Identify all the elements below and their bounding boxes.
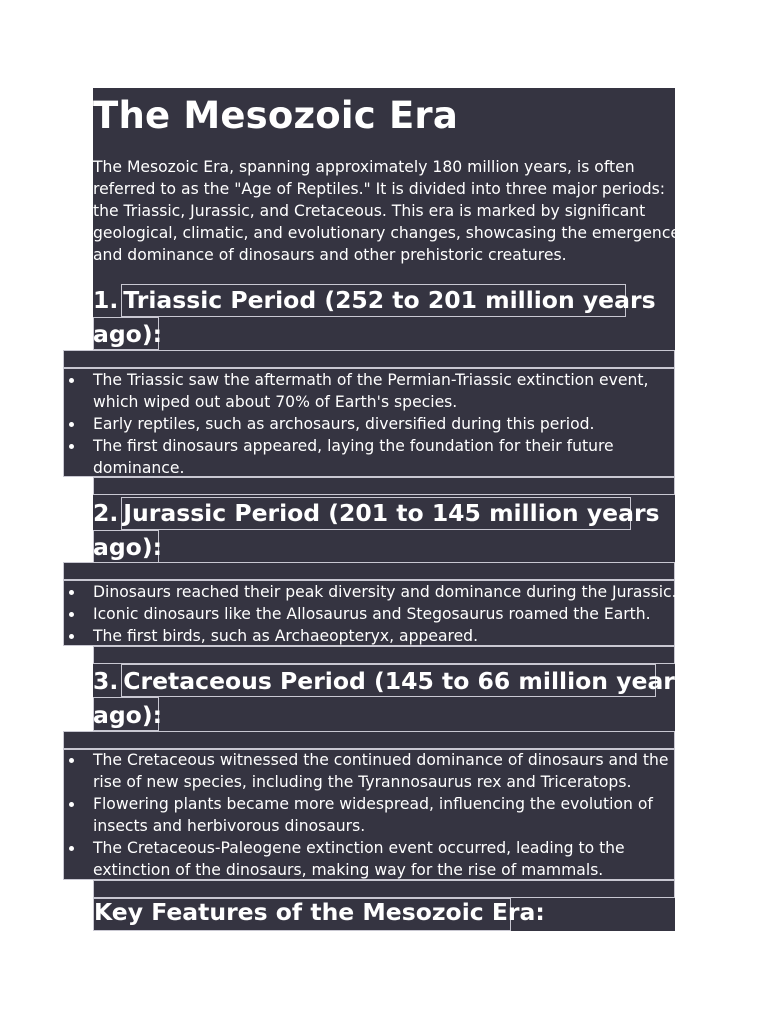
section-title: Triassic Period (252 to 201 million years <box>123 286 656 314</box>
bullet-icon <box>69 422 74 427</box>
bullet-icon <box>69 846 74 851</box>
list-item: The Cretaceous witnessed the continued dominance of dinosaurs and the <box>93 751 669 769</box>
list-item-cont: dominance. <box>93 459 185 477</box>
section-title: Jurassic Period (201 to 145 million years <box>123 499 660 527</box>
list-item: The Triassic saw the aftermath of the Permian-Triassic extinction event, <box>93 371 649 389</box>
bullet-icon <box>69 802 74 807</box>
list-item: The first dinosaurs appeared, laying the foundation for their future <box>93 437 614 455</box>
section-2-spacer-box <box>63 562 675 580</box>
list-item-cont: extinction of the dinosaurs, making way for the rise of mammals. <box>93 861 604 879</box>
section-1-heading <box>93 286 656 314</box>
bullet-icon <box>69 612 74 617</box>
list-item: The Cretaceous-Paleogene extinction event occurred, leading to the <box>93 839 625 857</box>
section-title: Cretaceous Period (145 to 66 million years <box>123 667 689 695</box>
bullet-icon <box>69 758 74 763</box>
section-number: 1. <box>93 286 119 314</box>
key-features-heading: Key Features of the Mesozoic Era: <box>94 898 545 926</box>
section-1-heading-cont: ago): <box>93 320 162 348</box>
list-item: Dinosaurs reached their peak diversity and dominance during the Jurassic. <box>93 583 677 601</box>
section-1-spacer-box <box>63 350 675 368</box>
bullet-icon <box>69 590 74 595</box>
section-3-heading <box>93 667 689 695</box>
list-item: Iconic dinosaurs like the Allosaurus and Stegosaurus roamed the Earth. <box>93 605 651 623</box>
intro-line: the Triassic, Jurassic, and Cretaceous. This era is marked by significant <box>93 202 646 220</box>
section-3-heading-cont: ago): <box>93 701 162 729</box>
list-item-cont: rise of new species, including the Tyrannosaurus rex and Triceratops. <box>93 773 632 791</box>
intro-line: referred to as the "Age of Reptiles." It is divided into three major periods: <box>93 180 665 198</box>
list-item-cont: which wiped out about 70% of Earth's species. <box>93 393 458 411</box>
intro-line: geological, climatic, and evolutionary changes, showcasing the emergence <box>93 224 680 242</box>
section-number: 3. <box>93 667 119 695</box>
list-item-cont: insects and herbivorous dinosaurs. <box>93 817 366 835</box>
bullet-icon <box>69 444 74 449</box>
section-number: 2. <box>93 499 119 527</box>
section-2-heading-cont: ago): <box>93 533 162 561</box>
section-2-heading <box>93 499 660 527</box>
intro-line: and dominance of dinosaurs and other prehistoric creatures. <box>93 246 567 264</box>
page-title: The Mesozoic Era <box>93 94 459 137</box>
bullet-icon <box>69 634 74 639</box>
section-2-gap-box <box>93 646 675 664</box>
list-item: Flowering plants became more widespread, influencing the evolution of <box>93 795 653 813</box>
intro-line: The Mesozoic Era, spanning approximately 180 million years, is often <box>93 158 635 176</box>
list-item: Early reptiles, such as archosaurs, diversified during this period. <box>93 415 595 433</box>
section-1-gap-box <box>93 477 675 495</box>
bullet-icon <box>69 378 74 383</box>
section-3-spacer-box <box>63 731 675 749</box>
section-3-gap-box <box>93 880 675 898</box>
list-item: The first birds, such as Archaeopteryx, appeared. <box>93 627 479 645</box>
